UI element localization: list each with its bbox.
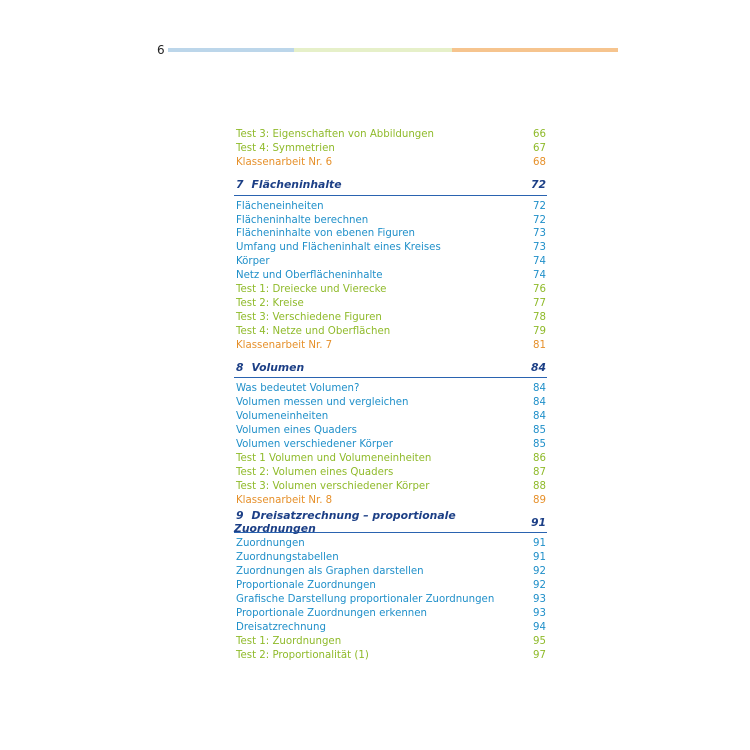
toc-entry-title: Volumen messen und vergleichen (236, 397, 409, 409)
toc-entry (236, 200, 547, 214)
toc-entry-page: 97 (533, 649, 546, 661)
chapter-title: Volumen (251, 360, 305, 374)
toc-entry-title: Test 2: Proportionalität (1) (236, 649, 369, 661)
chapter-page: 91 (530, 515, 546, 529)
toc-entry-page: 89 (533, 494, 546, 506)
toc-entry (236, 156, 547, 170)
toc-entry-page: 84 (533, 383, 546, 395)
toc-entry (236, 537, 547, 551)
toc-entry (236, 142, 547, 156)
toc-entry (236, 255, 547, 269)
toc-entry-page: 95 (533, 635, 546, 647)
toc-entry-page: 81 (533, 339, 546, 351)
toc-entry (236, 551, 547, 565)
toc-entry (236, 438, 547, 452)
toc-entry (236, 269, 547, 283)
toc-entry (236, 607, 547, 621)
header-bar-green (294, 48, 452, 52)
chapter-page: 84 (530, 360, 546, 374)
chapter-number: 9 (236, 509, 244, 523)
toc-entry (236, 241, 547, 255)
toc-entry-page: 73 (533, 242, 546, 254)
toc-entry (236, 466, 547, 480)
toc-entry-title: Was bedeutet Volumen? (236, 383, 360, 395)
toc-entry (236, 494, 547, 508)
toc-entry-page: 86 (533, 452, 546, 464)
toc-entry (236, 396, 547, 410)
toc-entry (236, 579, 547, 593)
toc-entry-page: 92 (533, 566, 546, 578)
toc-entry-page: 77 (533, 297, 546, 309)
toc-entry (236, 297, 547, 311)
toc-entry-page: 76 (533, 284, 546, 296)
toc-entry-title: Volumen verschiedener Körper (236, 439, 393, 451)
table-of-contents (236, 128, 547, 663)
toc-entry (236, 128, 547, 142)
toc-entry-title: Flächeninhalte berechnen (236, 214, 369, 226)
toc-entry (236, 635, 547, 649)
toc-entry-title: Grafische Darstellung proportionaler Zuordnungen (236, 594, 495, 606)
toc-entry (236, 311, 547, 325)
toc-entry-page: 68 (533, 156, 546, 168)
toc-entry (236, 214, 547, 228)
toc-entry-page: 94 (533, 621, 546, 633)
toc-entry (236, 325, 547, 339)
chapter-title: Flächeninhalte (251, 178, 342, 192)
header-bar-blue (168, 48, 294, 52)
toc-entry-title: Zuordnungen als Graphen darstellen (236, 566, 424, 578)
toc-entry-page: 73 (533, 228, 546, 240)
toc-entry-title: Test 1: Dreiecke und Vierecke (236, 284, 387, 296)
toc-entry-title: Flächeninhalte von ebenen Figuren (236, 228, 415, 240)
toc-entry (236, 410, 547, 424)
toc-entry-title: Proportionale Zuordnungen erkennen (236, 607, 427, 619)
toc-entry-title: Dreisatzrechnung (236, 621, 326, 633)
toc-entry-title: Flächeneinheiten (236, 200, 324, 212)
chapter-number: 8 (236, 360, 244, 374)
chapter-title: Dreisatzrechnung – proportionale Zuordnungen (234, 509, 456, 536)
toc-entry-page: 66 (533, 129, 546, 140)
toc-entry-title: Volumen eines Quaders (236, 425, 357, 437)
toc-entry-title: Test 1 Volumen und Volumeneinheiten (236, 452, 432, 464)
toc-entry-title: Test 3: Eigenschaften von Abbildungen (236, 129, 434, 140)
chapter-heading (234, 175, 547, 196)
toc-entry-title: Test 4: Netze und Oberflächen (236, 325, 391, 337)
toc-entry-title: Test 4: Symmetrien (236, 142, 335, 154)
toc-entry (236, 424, 547, 438)
toc-entry-page: 72 (533, 200, 546, 212)
toc-entry-title: Umfang und Flächeninhalt eines Kreises (236, 242, 441, 254)
toc-entry-page: 93 (533, 594, 546, 606)
toc-entry-title: Klassenarbeit Nr. 7 (236, 339, 333, 351)
toc-entry-page: 78 (533, 311, 546, 323)
toc-entry (236, 339, 547, 353)
toc-entry-title: Klassenarbeit Nr. 6 (236, 156, 333, 168)
toc-entry (236, 593, 547, 607)
toc-entry-page: 85 (533, 439, 546, 451)
toc-entry-title: Netz und Oberflächeninhalte (236, 270, 383, 282)
toc-entry-page: 84 (533, 411, 546, 423)
toc-entry-page: 88 (533, 480, 546, 492)
toc-entry-page: 87 (533, 466, 546, 478)
toc-entry-page: 91 (533, 538, 546, 550)
chapter-page: 72 (530, 178, 546, 192)
toc-entry-title: Test 3: Volumen verschiedener Körper (236, 480, 430, 492)
toc-entry-title: Test 1: Zuordnungen (236, 635, 342, 647)
toc-entry-title: Test 3: Verschiedene Figuren (236, 311, 382, 323)
toc-entry (236, 621, 547, 635)
toc-entry-title: Volumeneinheiten (236, 411, 329, 423)
toc-entry-page: 92 (533, 580, 546, 592)
toc-entry-title: Zuordnungstabellen (236, 552, 339, 564)
toc-entry-page: 67 (533, 142, 546, 154)
toc-entry-page: 85 (533, 425, 546, 437)
toc-entry-page: 93 (533, 607, 546, 619)
chapter-number: 7 (236, 178, 244, 192)
toc-entry-title: Test 2: Kreise (236, 297, 304, 309)
toc-entry (236, 382, 547, 396)
toc-entry-page: 79 (533, 325, 546, 337)
toc-entry (236, 452, 547, 466)
toc-entry-page: 91 (533, 552, 546, 564)
toc-entry-title: Test 2: Volumen eines Quaders (236, 466, 394, 478)
toc-entry-title: Körper (236, 256, 270, 268)
toc-entry (236, 227, 547, 241)
header-bar-orange (452, 48, 618, 52)
toc-entry-page: 74 (533, 256, 546, 268)
chapter-heading (234, 509, 547, 536)
toc-entry-title: Proportionale Zuordnungen (236, 580, 376, 592)
toc-entry (236, 565, 547, 579)
toc-entry-page: 72 (533, 214, 546, 226)
chapter-heading (234, 357, 547, 378)
toc-entry-page: 74 (533, 270, 546, 282)
toc-entry (236, 480, 547, 494)
toc-entry-title: Zuordnungen (236, 538, 305, 550)
toc-entry-title: Klassenarbeit Nr. 8 (236, 494, 333, 506)
toc-entry (236, 649, 547, 663)
toc-entry (236, 283, 547, 297)
page-number: 6 (157, 43, 165, 57)
toc-entry-page: 84 (533, 397, 546, 409)
